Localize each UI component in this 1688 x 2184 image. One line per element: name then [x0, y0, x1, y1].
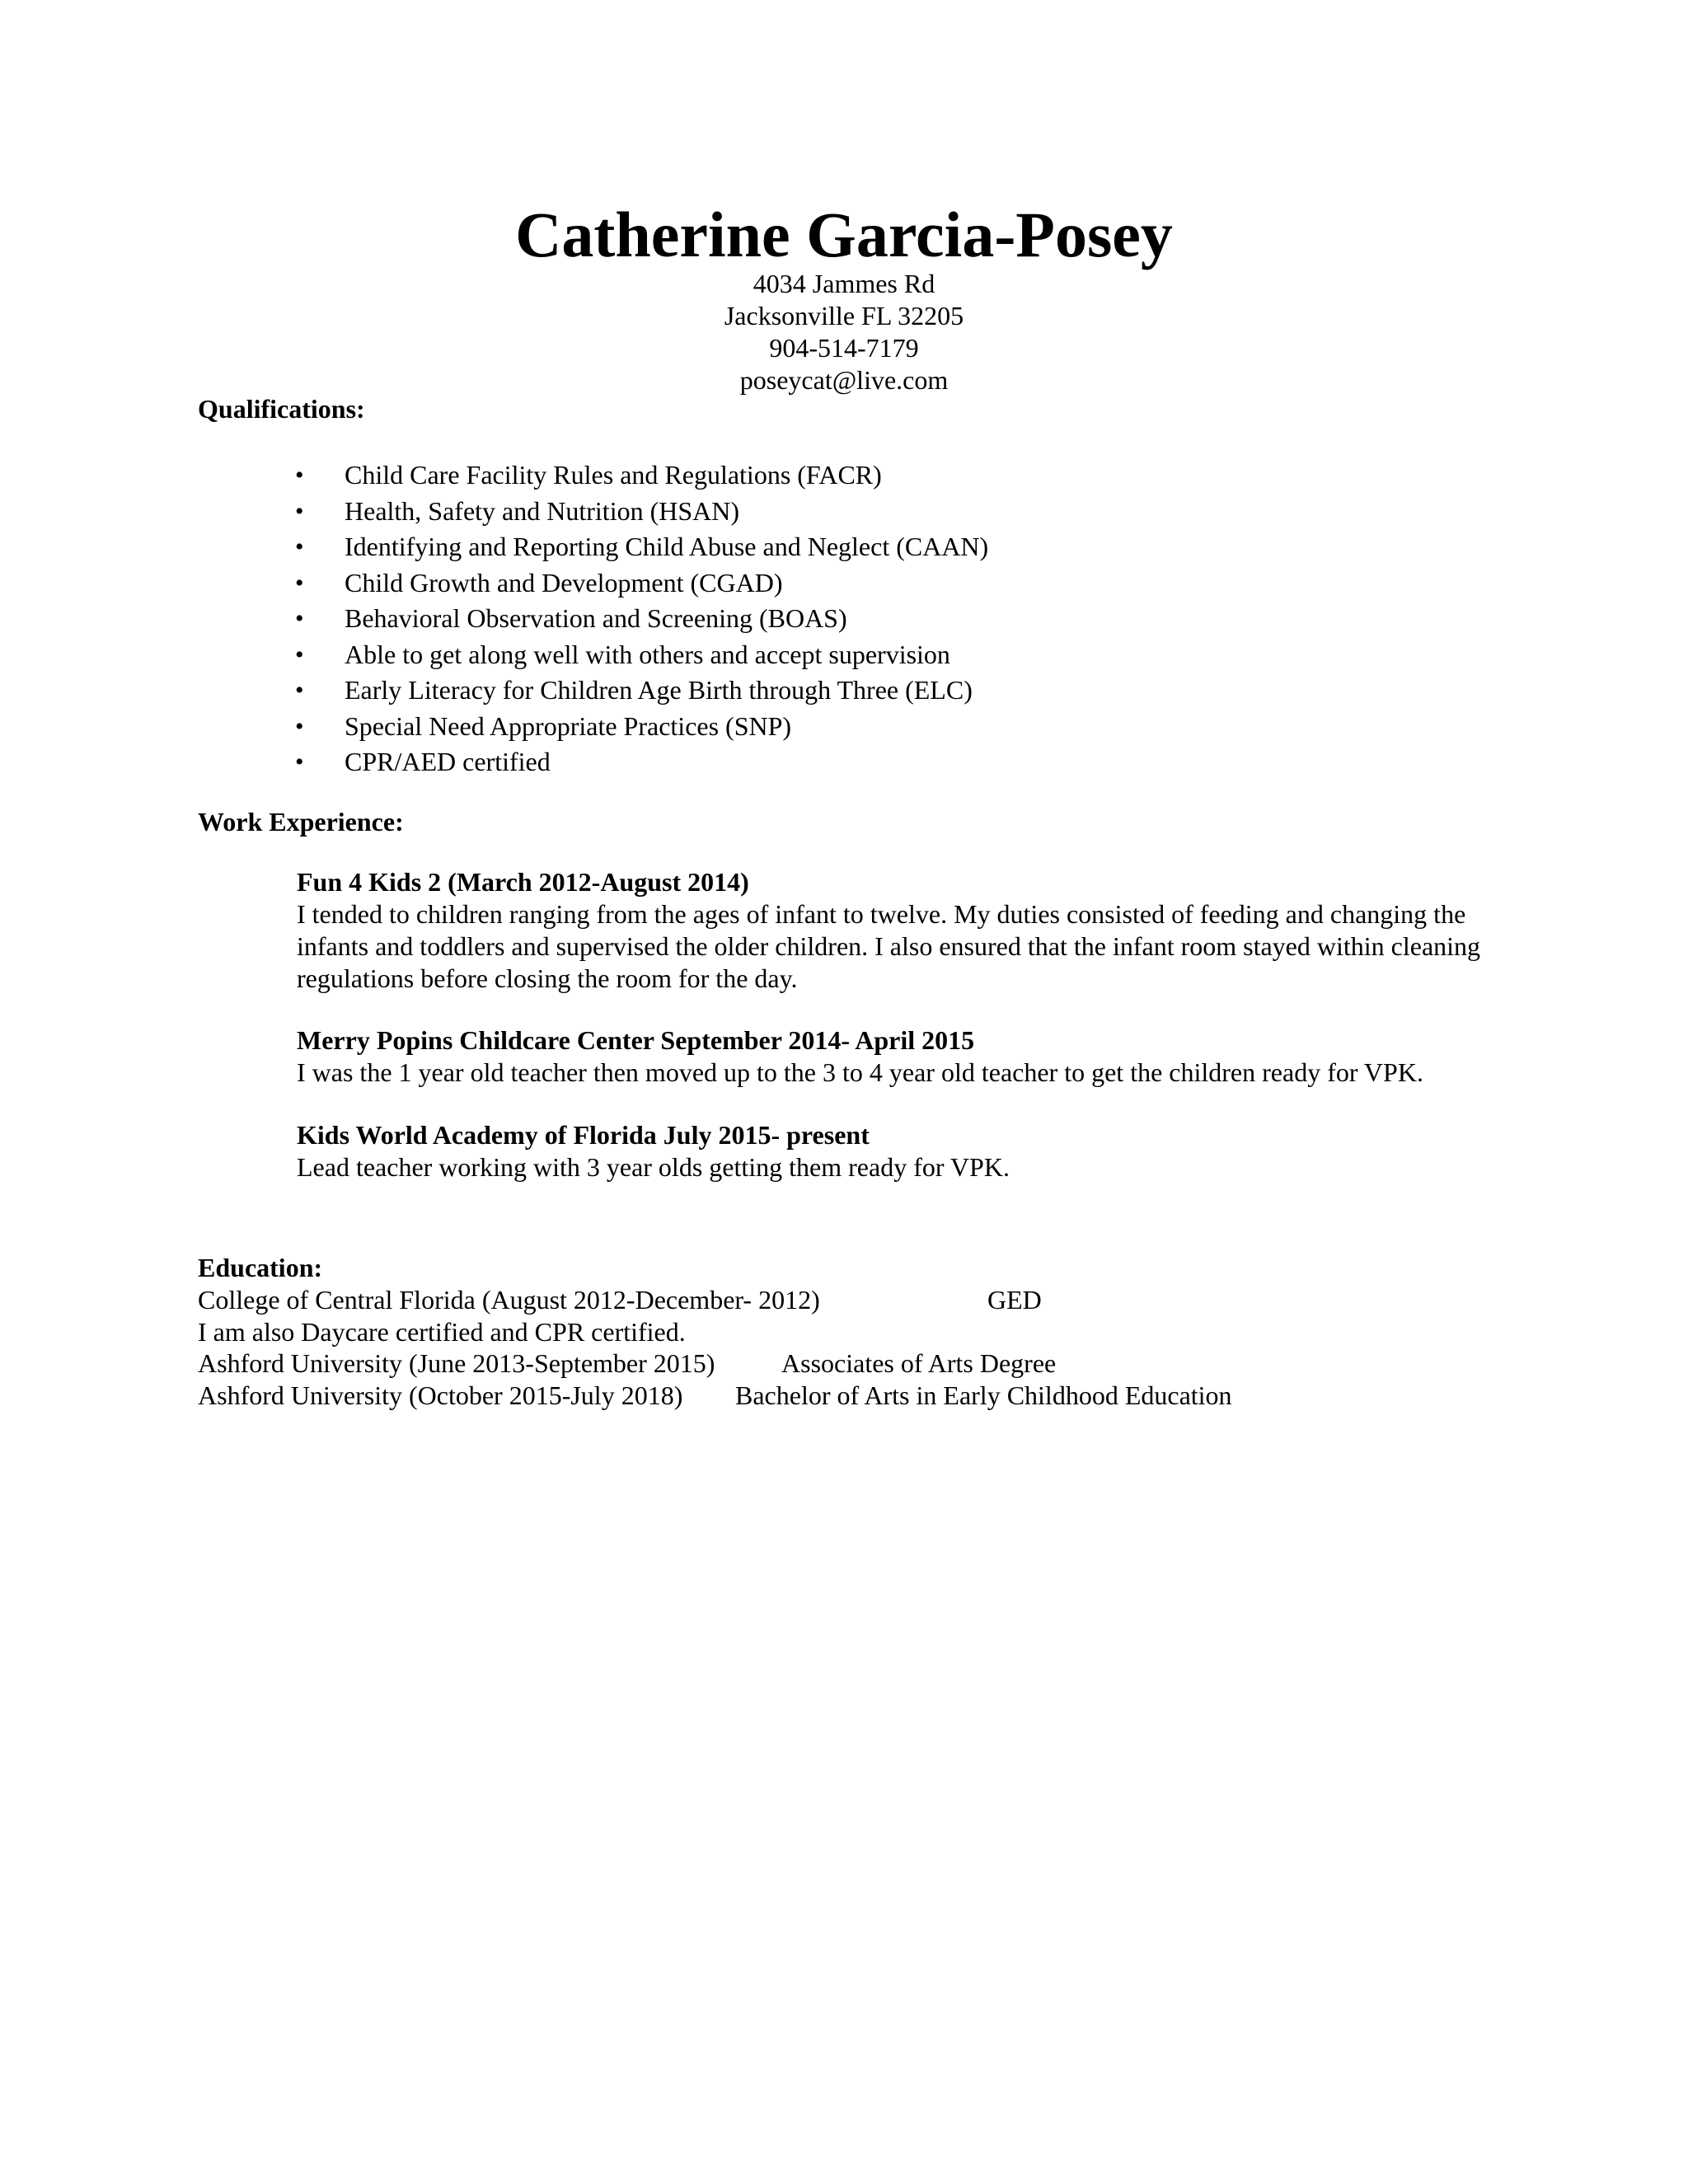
- job-description: Lead teacher working with 3 year olds getting them ready for VPK.: [297, 1152, 1010, 1182]
- bullet-icon: •: [295, 677, 304, 704]
- list-item: • Identifying and Reporting Child Abuse and Neglect (CAAN): [295, 529, 988, 565]
- bullet-icon: •: [295, 533, 304, 560]
- job-title: Kids World Academy of Florida July 2015- present: [297, 1120, 870, 1150]
- job-entry: [297, 866, 1500, 995]
- bullet-icon: •: [295, 497, 304, 525]
- job-title: Fun 4 Kids 2 (March 2012-August 2014): [297, 867, 749, 897]
- job-description: I was the 1 year old teacher then moved up to the 3 to 4 year old teacher to get the children ready for VPK.: [297, 1057, 1423, 1087]
- education-heading: Education:: [198, 1253, 323, 1282]
- list-item: • Child Growth and Development (CGAD): [295, 565, 988, 602]
- list-item: • Health, Safety and Nutrition (HSAN): [295, 494, 988, 530]
- job-entry: [297, 1024, 1500, 1089]
- job-description: I tended to children ranging from the ages of infant to twelve. My duties consisted of feeding and changing the infants and toddlers and supervised the older children. I also ensured that the infant room stayed within cleaning regulations before closing the room for the day.: [297, 899, 1481, 993]
- list-item: • Special Need Appropriate Practices (SNP): [295, 709, 988, 745]
- list-item: • Able to get along well with others and accept supervision: [295, 637, 988, 673]
- education-degree: Bachelor of Arts in Early Childhood Education: [735, 1380, 1232, 1410]
- job-entry: [297, 1119, 1500, 1183]
- job-title: Merry Popins Childcare Center September 2014- April 2015: [297, 1025, 975, 1055]
- education-degree: Associates of Arts Degree: [781, 1348, 1057, 1378]
- bullet-icon: •: [295, 640, 304, 668]
- email-address: poseycat@live.com: [739, 365, 949, 395]
- bullet-icon: •: [295, 748, 304, 776]
- bullet-icon: •: [295, 462, 304, 489]
- address-line-2: Jacksonville FL 32205: [724, 301, 964, 330]
- education-degree: GED: [987, 1285, 1042, 1315]
- education-note: I am also Daycare certified and CPR certified.: [198, 1316, 686, 1347]
- education-school: Ashford University (June 2013-September 2015): [198, 1348, 715, 1378]
- education-school: College of Central Florida (August 2012-December- 2012): [198, 1285, 820, 1315]
- bullet-icon: •: [295, 712, 304, 740]
- qualifications-list: [295, 457, 988, 780]
- list-item: • Child Care Facility Rules and Regulations (FACR): [295, 457, 988, 494]
- work-experience-heading: Work Experience:: [198, 807, 404, 837]
- phone-number: 904-514-7179: [769, 333, 919, 363]
- resume-name: Catherine Garcia-Posey: [515, 199, 1173, 270]
- list-item: • Early Literacy for Children Age Birth through Three (ELC): [295, 673, 988, 709]
- qualifications-heading: Qualifications:: [198, 394, 365, 424]
- address-line-1: 4034 Jammes Rd: [753, 269, 935, 298]
- contact-block: [0, 268, 1688, 396]
- bullet-icon: •: [295, 605, 304, 632]
- bullet-icon: •: [295, 569, 304, 597]
- list-item: • Behavioral Observation and Screening (BOAS): [295, 601, 988, 637]
- list-item: • CPR/AED certified: [295, 744, 988, 780]
- education-school: Ashford University (October 2015-July 2018): [198, 1380, 683, 1410]
